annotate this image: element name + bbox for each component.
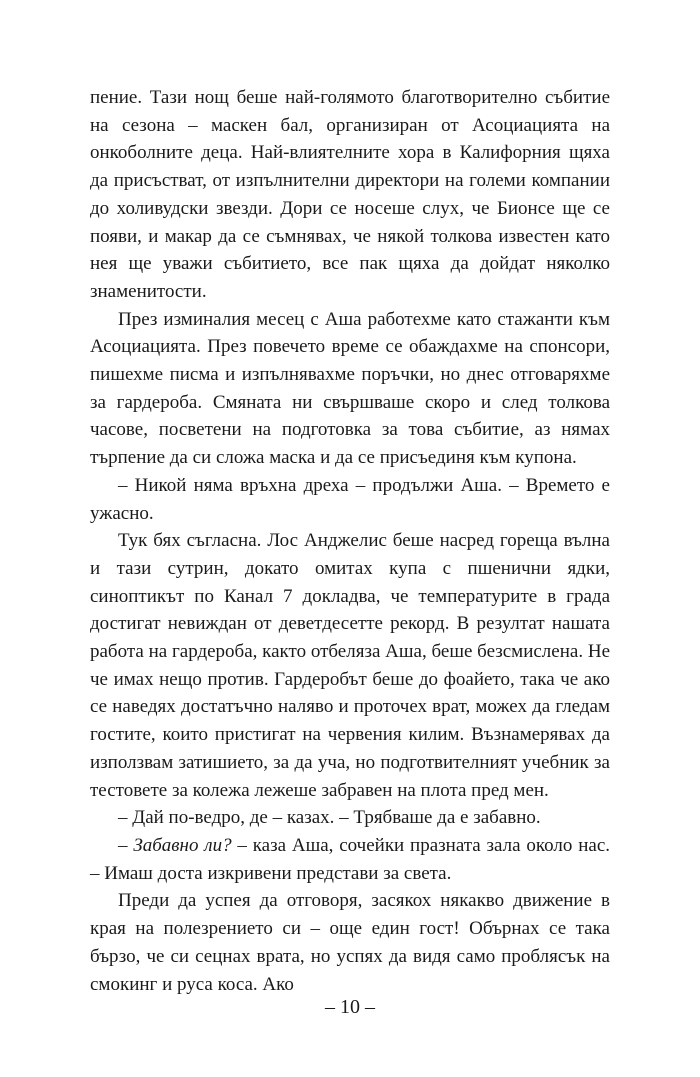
paragraph-6-italic: Забавно ли? — [133, 834, 232, 856]
paragraph-6-rest: – каза Аша, сочейки празната зала около нас. – Имаш доста изкривени представи за света. — [90, 834, 610, 884]
paragraph-4: Тук бях съгласна. Лос Анджелис беше насред гореща вълна и тази сутрин, докато омитах купа с пшенични ядки, синоптикът по Канал 7 докладва, че температурите в града достигат невиждан от деветдесетте рекорд. В резултат нашата работа на гардероба, както отбеляза Аша, беше безсмислена. Не че имах нещо против. Гардеробът беше до фоайето, така че ако се наведях достатъчно наляво и проточех врат, можех да гледам гостите, които пристигат на червения килим. Възнамерявах да използвам затишието, за да уча, но подготвителният учебник за тестовете за колежа лежеше забравен на плота пред мен. — [90, 530, 610, 801]
paragraph-2: През изминалия месец с Аша работехме като стажанти към Асоциацията. През повечето време се обаждахме на спонсори, пишехме писма и изпълнявахме поръчки, но днес отговаряхме за гардероба. Смяната ни свършваше скоро и след толкова часове, посветени на подготовка за това събитие, аз нямах търпение да си сложа маска и да се присъединя към купона. — [90, 308, 610, 469]
page-number: – 10 – — [325, 996, 375, 1018]
paragraph-1: пение. Тази нощ беше най-голямото благотворително събитие на сезона – маскен бал, организиран от Асоциацията на онкоболните деца. Най-влиятелните хора в Калифорния щяха да присъстват, от изпълнителни директори на големи компании до холивудски звезди. Дори се носеше слух, че Бионсе ще се появи, и макар да се съмнявах, че някой толкова известен като нея ще уважи събитието, все пак щяха да дойдат няколко знаменитости. — [90, 87, 610, 302]
paragraph-7: Преди да успея да отговоря, засякох някакво движение в края на полезрението си – още един гост! Обърнах се така бързо, че си сецнах врата, но успях да видя само проблясък на смокинг и руса коса. Ако — [90, 890, 610, 995]
book-page-body — [90, 84, 610, 998]
paragraph-3: – Никой няма връхна дреха – продължи Аша. – Времето е ужасно. — [90, 474, 610, 524]
paragraph-5: – Дай по-ведро, де – казах. – Трябваше да е забавно. — [118, 807, 541, 829]
paragraph-6-dash: – — [118, 834, 134, 856]
paragraph-6 — [90, 832, 610, 887]
